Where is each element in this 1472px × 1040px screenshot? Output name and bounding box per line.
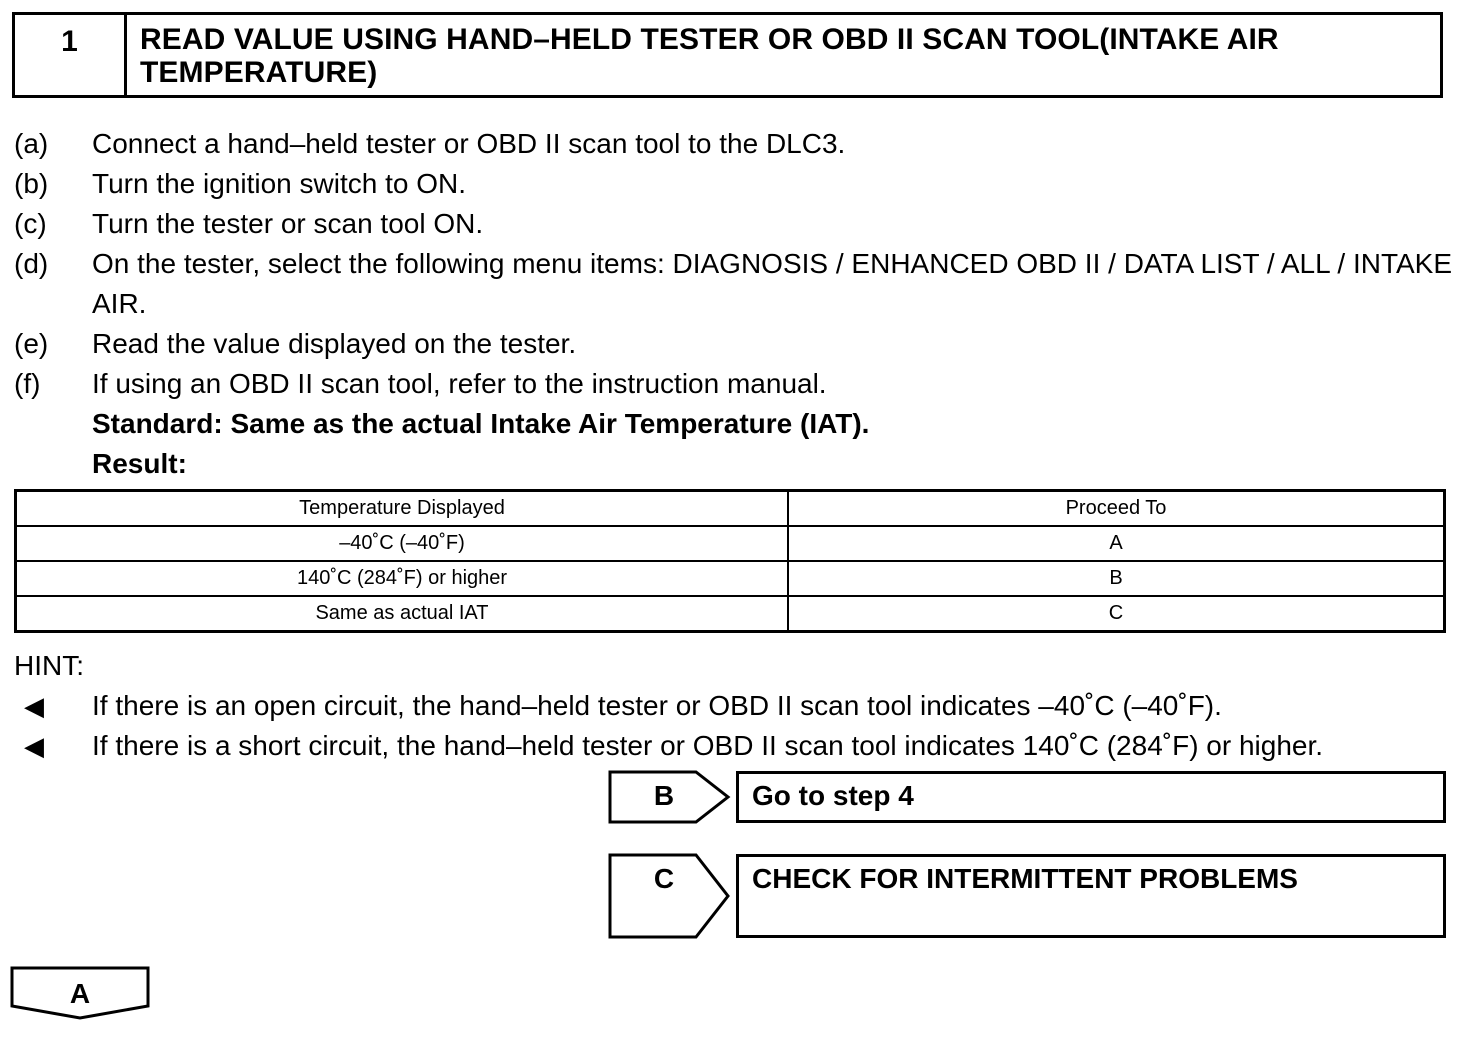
table-cell: –40˚C (–40˚F): [16, 526, 789, 561]
table-header-cell: Proceed To: [788, 491, 1445, 527]
hint-text: If there is an open circuit, the hand–held tester or OBD II scan tool indicates –40˚C (–40˚F).: [92, 690, 1222, 721]
hint-list: [14, 686, 1454, 766]
procedure-text: Turn the ignition switch to ON.: [92, 168, 467, 199]
procedure-item: [14, 324, 1454, 364]
procedure-letter: (c): [14, 208, 47, 239]
result-table: [14, 489, 1446, 633]
branch-c-box: CHECK FOR INTERMITTENT PROBLEMS: [736, 854, 1446, 938]
table-header-cell: Temperature Displayed: [16, 491, 789, 527]
procedure-letter: (e): [14, 328, 49, 359]
procedure-letter: (b): [14, 168, 49, 199]
procedure-text: Turn the tester or scan tool ON.: [92, 208, 484, 239]
hint-text: If there is a short circuit, the hand–held tester or OBD II scan tool indicates 140˚C (284˚F) or higher.: [92, 730, 1324, 761]
hint-item: [14, 726, 1454, 766]
table-cell: A: [788, 526, 1445, 561]
procedure-letter: (d): [14, 248, 49, 279]
branch-b-tag: [608, 770, 732, 824]
step-title-line-1: READ VALUE USING HAND–HELD TESTER OR OBD II SCAN TOOL(INTAKE AIR: [140, 23, 1279, 56]
branch-a-tag: [10, 966, 152, 1022]
branch-b-box: Go to step 4: [736, 771, 1446, 823]
procedure-item: [14, 124, 1454, 164]
procedure-text: On the tester, select the following menu items: DIAGNOSIS / ENHANCED OBD II / DATA LIST / ALL / INTAKE AIR.: [92, 248, 1453, 319]
standard-text: Standard: Same as the actual Intake Air Temperature (IAT).: [92, 408, 870, 439]
table-header-row: [16, 491, 1445, 527]
hint-label: HINT:: [14, 650, 84, 681]
procedure-letter: (a): [14, 128, 49, 159]
branch-c-label: C: [653, 863, 675, 894]
table-cell: 140˚C (284˚F) or higher: [16, 561, 789, 596]
step-header: [12, 12, 1443, 98]
table-cell: B: [788, 561, 1445, 596]
table-row: [16, 596, 1445, 632]
table-row: [16, 561, 1445, 596]
procedure-item: [14, 164, 1454, 204]
left-triangle-icon: ◀: [24, 691, 44, 721]
procedure-item: [14, 244, 1454, 324]
procedure-item: [14, 204, 1454, 244]
step-number: 1: [15, 15, 127, 95]
step-title: [127, 15, 1440, 95]
procedure-text: Connect a hand–held tester or OBD II scan tool to the DLC3.: [92, 128, 846, 159]
table-cell: Same as actual IAT: [16, 596, 789, 632]
table-row: [16, 526, 1445, 561]
table-cell: C: [788, 596, 1445, 632]
procedure-letter: (f): [14, 368, 41, 399]
step-title-line-2: TEMPERATURE): [140, 56, 378, 89]
procedure-item: [14, 364, 1454, 404]
branch-a-label: A: [69, 978, 91, 1009]
procedure-list: [14, 124, 1454, 484]
procedure-text: Read the value displayed on the tester.: [92, 328, 577, 359]
hint-item: [14, 686, 1454, 726]
branch-c-tag: [608, 853, 732, 939]
procedure-text: If using an OBD II scan tool, refer to the instruction manual.: [92, 368, 827, 399]
branch-b-label: B: [653, 780, 675, 811]
result-label: Result:: [92, 448, 187, 479]
left-triangle-icon: ◀: [24, 731, 44, 761]
